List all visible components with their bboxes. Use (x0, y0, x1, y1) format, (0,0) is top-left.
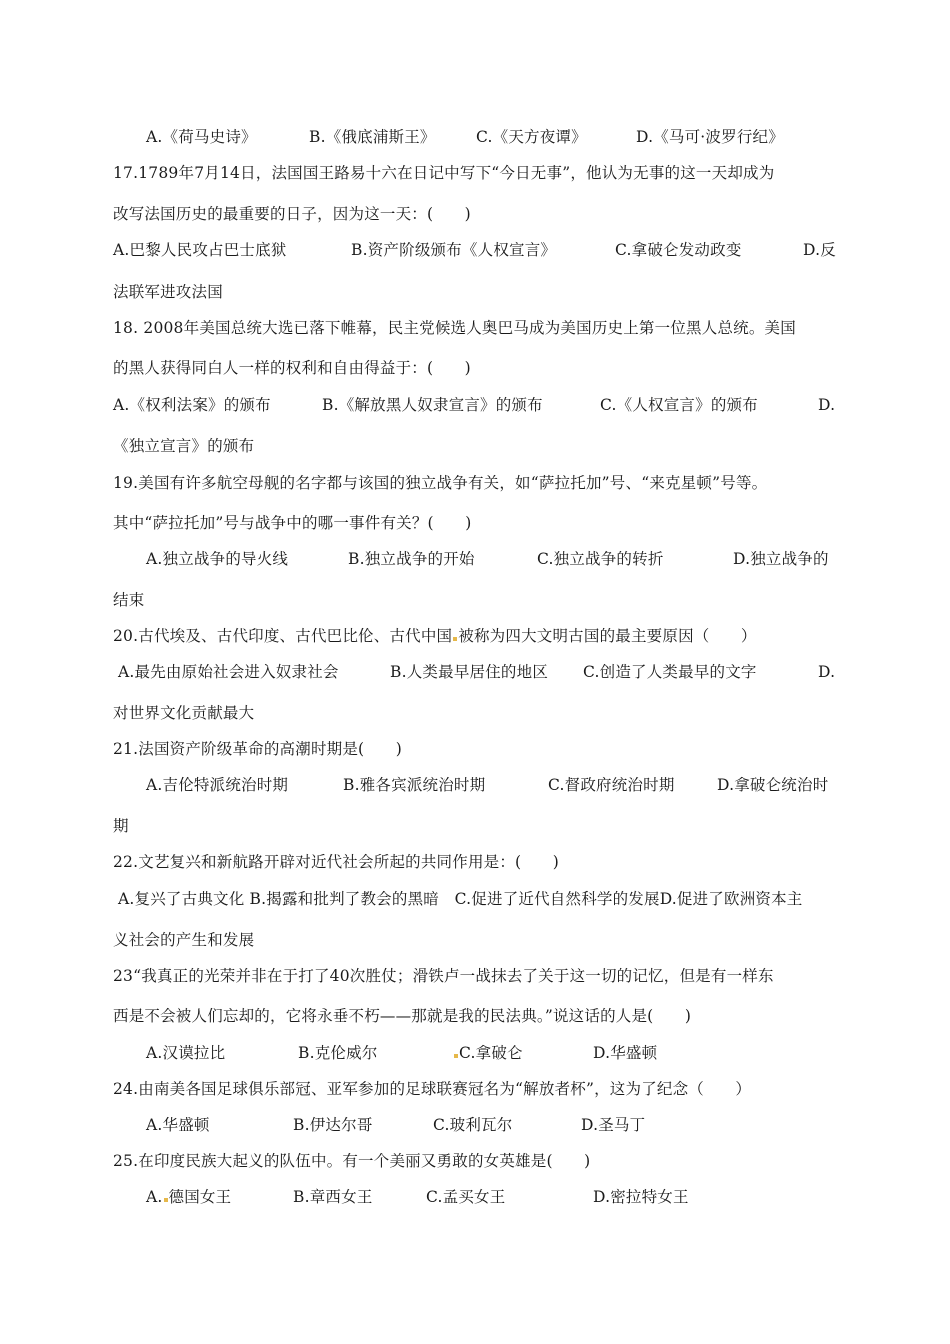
q25-stem: 25.在印度民族大起义的队伍中。有一个美丽又勇敢的女英雄是( ) (113, 1152, 591, 1170)
q21-option-cont: 期 (113, 817, 129, 835)
q17-option-b: B.资产阶级颁布《人权宣言》 (351, 241, 557, 259)
q18-option-c: C.《人权宣言》的颁布 (600, 396, 758, 414)
q23-option-d: D.华盛顿 (593, 1044, 658, 1062)
q20-option-b: B.人类最早居住的地区 (390, 663, 549, 681)
q20-stem-part2: 被称为四大文明古国的最主要原因（ ） (458, 627, 757, 645)
q21-option-b: B.雅各宾派统治时期 (343, 776, 486, 794)
q23-option-a: A.汉谟拉比 (146, 1044, 226, 1062)
q19-option-cont: 结束 (113, 591, 145, 609)
q19-stem-line2: 其中“萨拉托加”号与战争中的哪一事件有关？( ) (113, 514, 472, 532)
q21-option-d: D.拿破仑统治时 (717, 776, 829, 794)
q18-stem-line1: 18. 2008年美国总统大选已落下帷幕，民主党候选人奥巴马成为美国历史上第一位黑人总统。美国 (113, 319, 796, 337)
q23-option-c: C.拿破仑 (453, 1043, 523, 1063)
q24-option-d: D.圣马丁 (581, 1116, 646, 1134)
q24-stem: 24.由南美各国足球俱乐部冠、亚军参加的足球联赛冠名为“解放者杯”，这为了纪念（ ） (113, 1080, 752, 1098)
q16-option-a: A.《荷马史诗》 (146, 128, 257, 146)
q24-option-a: A.华盛顿 (146, 1116, 210, 1134)
q16-option-c: C.《天方夜谭》 (476, 128, 587, 146)
q19-stem-line1: 19.美国有许多航空母舰的名字都与该国的独立战争有关，如“萨拉托加”号、“来克星顿”号等。 (113, 474, 768, 492)
q17-stem-line1: 17.1789年7月14日，法国国王路易十六在日记中写下“今日无事”，他认为无事的这一天却成为 (113, 164, 775, 182)
q18-option-a: A.《权利法案》的颁布 (113, 396, 271, 414)
q22-options: A.复兴了古典文化 B.揭露和批判了教会的黑暗 C.促进了近代自然科学的发展D.促进了欧洲资本主 (118, 890, 803, 908)
q24-option-c: C.玻利瓦尔 (433, 1116, 513, 1134)
q22-stem: 22.文艺复兴和新航路开辟对近代社会所起的共同作用是：( ) (113, 853, 559, 871)
q17-option-c: C.拿破仑发动政变 (615, 241, 742, 259)
q21-option-a: A.吉伦特派统治时期 (146, 776, 289, 794)
q16-option-d: D.《马可·波罗行纪》 (636, 128, 784, 146)
q16-option-b: B.《俄底浦斯王》 (309, 128, 436, 146)
q25-option-a: A. 德国女王 (146, 1188, 232, 1206)
q19-option-b: B.独立战争的开始 (348, 550, 475, 568)
q23-stem-line2: 西是不会被人们忘却的，它将永垂不朽——那就是我的民法典。”说这话的人是( ) (113, 1007, 692, 1025)
q17-option-d: D.反 (803, 241, 836, 259)
q20-option-c: C.创造了人类最早的文字 (583, 663, 757, 681)
q20-stem (113, 626, 757, 646)
q17-option-a: A.巴黎人民攻占巴士底狱 (113, 241, 287, 259)
q21-stem: 21.法国资产阶级革命的高潮时期是( ) (113, 740, 402, 758)
q17-stem-line2: 改写法国历史的最重要的日子，因为这一天：( ) (113, 205, 471, 223)
q18-option-cont: 《独立宣言》的颁布 (113, 437, 255, 455)
q19-option-c: C.独立战争的转折 (537, 550, 664, 568)
q24-option-b: B.伊达尔哥 (293, 1116, 373, 1134)
q25-option-b: B.章西女王 (293, 1188, 373, 1206)
q18-option-b: B.《解放黑人奴隶宣言》的颁布 (322, 396, 543, 414)
q20-option-a: A.最先由原始社会进入奴隶社会 (118, 663, 339, 681)
q20-option-d: D. (818, 663, 836, 681)
q21-option-c: C.督政府统治时期 (548, 776, 675, 794)
q18-stem-line2: 的黑人获得同白人一样的权利和自由得益于：( ) (113, 359, 471, 377)
q18-option-d: D. (818, 396, 836, 414)
q19-option-a: A.独立战争的导火线 (146, 550, 289, 568)
q20-option-cont: 对世界文化贡献最大 (113, 704, 255, 722)
q23-option-b: B.克伦威尔 (298, 1044, 378, 1062)
q25-option-d: D.密拉特女王 (593, 1188, 689, 1206)
q19-option-d: D.独立战争的 (733, 550, 829, 568)
highlight-mark (164, 1198, 168, 1202)
highlight-mark (454, 1054, 458, 1058)
q25-option-c: C.孟买女王 (426, 1188, 506, 1206)
q22-option-cont: 义社会的产生和发展 (113, 931, 255, 949)
q17-option-cont: 法联军进攻法国 (113, 283, 223, 301)
q20-stem-part1: 20.古代埃及、古代印度、古代巴比伦、古代中国 (113, 627, 453, 645)
highlight-mark (453, 637, 457, 641)
q23-stem-line1: 23“我真正的光荣并非在于打了40次胜仗；滑铁卢一战抹去了关于这一切的记忆，但是有一样东 (113, 967, 774, 985)
